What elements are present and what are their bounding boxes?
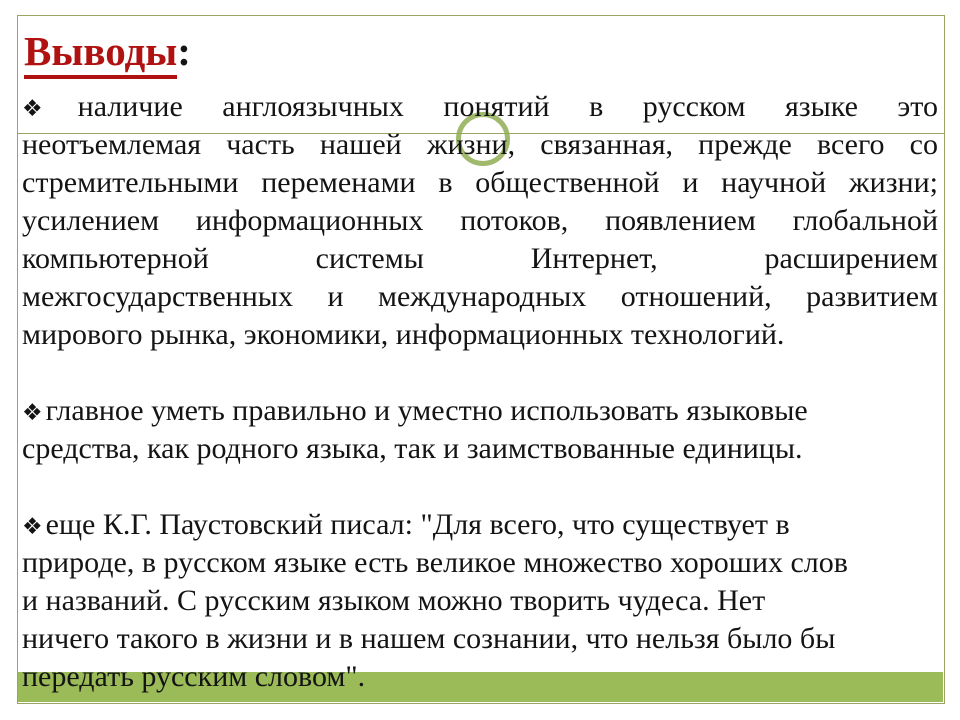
text-line: мирового рынка, экономики, информационных технологий. bbox=[22, 318, 785, 351]
bullet-diamond-icon: ❖ bbox=[22, 96, 75, 122]
text-line: ничего такого в жизни и в нашем сознании, что нельзя было бы bbox=[22, 622, 836, 655]
bullet-paragraph-2 bbox=[22, 392, 938, 468]
text-line-content: наличие англоязычных понятий в русском языке это bbox=[77, 90, 938, 123]
text-line: передать русским словом". bbox=[22, 660, 366, 693]
text-line bbox=[22, 506, 938, 544]
text-line: неотъемлемая часть нашей жизни, связанная, прежде всего со bbox=[22, 128, 938, 161]
slide-title-colon: : bbox=[177, 28, 191, 74]
slide-title bbox=[24, 26, 191, 76]
slide-body bbox=[22, 88, 938, 696]
text-line: межгосударственных и международных отношений, развитием bbox=[22, 280, 938, 313]
text-line-content: главное уметь правильно и уместно использовать языковые bbox=[45, 394, 808, 427]
bullet-diamond-icon: ❖ bbox=[22, 514, 43, 540]
bullet-paragraph-1 bbox=[22, 88, 938, 354]
text-line: природе, в русском языке есть великое множество хороших слов bbox=[22, 546, 848, 579]
text-line: компьютерной системы Интернет, расширением bbox=[22, 242, 938, 275]
text-line-content: еще К.Г. Паустовский писал: "Для всего, что существует в bbox=[45, 508, 790, 541]
text-line bbox=[22, 88, 938, 126]
text-line: средства, как родного языка, так и заимствованные единицы. bbox=[22, 432, 803, 465]
bullet-paragraph-3 bbox=[22, 506, 938, 696]
bullet-diamond-icon: ❖ bbox=[22, 400, 43, 426]
text-line: стремительными переменами в общественной и научной жизни; bbox=[22, 166, 938, 199]
slide-title-text: Выводы bbox=[24, 28, 177, 79]
text-line: усилением информационных потоков, появлением глобальной bbox=[22, 204, 938, 237]
text-line bbox=[22, 392, 938, 430]
text-line: и названий. С русским языком можно творить чудеса. Нет bbox=[22, 584, 766, 617]
